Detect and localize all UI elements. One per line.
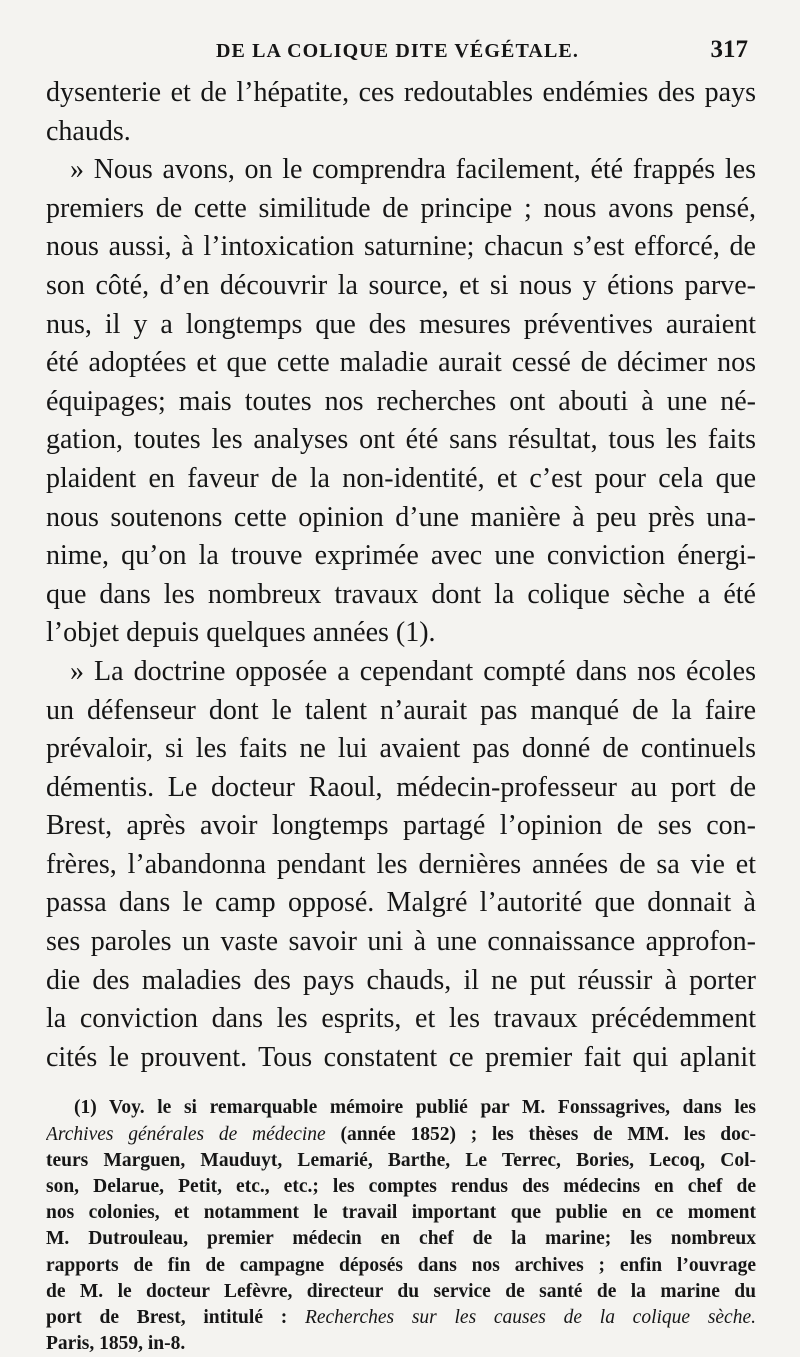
text-line: que dans les nombreux travaux dont la colique sèche a été bbox=[46, 578, 756, 610]
text-line: plaident en faveur de la non-identité, et c’est pour cela que bbox=[46, 462, 756, 494]
footnote-line: nos colonies, et notamment le travail important que publie en ce moment bbox=[46, 1202, 756, 1224]
page-number: 317 bbox=[710, 36, 748, 63]
text-line: gation, toutes les analyses ont été sans résultat, tous les faits bbox=[46, 424, 756, 456]
footnote bbox=[46, 1095, 756, 1357]
text-line: cités le prouvent. Tous constatent ce premier fait qui aplanit bbox=[46, 1041, 756, 1073]
text-line: nous aussi, à l’intoxication saturnine; chacun s’est efforcé, de bbox=[46, 231, 756, 263]
text-line: démentis. Le docteur Raoul, médecin-professeur au port de bbox=[46, 771, 756, 803]
footnote-line bbox=[46, 1122, 756, 1148]
footnote-line: son, Delarue, Petit, etc., etc.; les comptes rendus des médecins en chef de bbox=[46, 1176, 756, 1197]
text-line: dysenterie et de l’hépatite, ces redoutables endémies des pays bbox=[46, 77, 756, 108]
text-line: un défenseur dont le talent n’aurait pas manqué de la faire bbox=[46, 694, 756, 726]
text-line: nime, qu’on la trouve exprimée avec une conviction énergi- bbox=[46, 540, 756, 572]
text-line: frères, l’abandonna pendant les dernières années de sa vie et bbox=[46, 848, 756, 880]
text-line: ses paroles un vaste savoir uni à une connaissance approfon- bbox=[46, 926, 756, 958]
footnote-line: M. Dutrouleau, premier médecin en chef de la marine; les nombreux bbox=[46, 1228, 756, 1250]
footnote-line: rapports de fin de campagne déposés dans nos archives ; enfin l’ouvrage bbox=[46, 1254, 756, 1276]
text-line: chauds. bbox=[46, 115, 131, 147]
footnote-line bbox=[46, 1305, 756, 1331]
text-line: équipages; mais toutes nos recherches ont abouti à une né- bbox=[46, 385, 756, 417]
text-line: Brest, après avoir longtemps partagé l’opinion de ses con- bbox=[46, 810, 756, 842]
text-line: l’objet depuis quelques années (1). bbox=[46, 617, 436, 649]
text-line: » Nous avons, on le comprendra facilement, été frappés les bbox=[70, 154, 756, 186]
footnote-line: Paris, 1859, in-8. bbox=[46, 1333, 186, 1355]
text-line: son côté, d’en découvrir la source, et si nous y étions parve- bbox=[46, 269, 756, 301]
footnote-line: de M. le docteur Lefèvre, directeur du service de santé de la marine du bbox=[46, 1280, 756, 1302]
text-line: la conviction dans les esprits, et les travaux précédemment bbox=[46, 1003, 756, 1035]
text-line: passa dans le camp opposé. Malgré l’autorité que donnait à bbox=[46, 887, 756, 919]
footnote-line: (1) Voy. le si remarquable mémoire publié par M. Fonssagrives, dans les bbox=[74, 1097, 756, 1119]
body-text bbox=[46, 74, 756, 1077]
text-line: premiers de cette similitude de principe ; nous avons pensé, bbox=[46, 192, 756, 224]
footnote-text: (année 1852) ; les thèses de MM. les doc- bbox=[325, 1123, 756, 1145]
text-line: prévaloir, si les faits ne lui avaient pas donné de continuels bbox=[46, 733, 756, 765]
running-head: DE LA COLIQUE DITE VÉGÉTALE. bbox=[216, 40, 579, 62]
page-header bbox=[46, 34, 756, 74]
text-line: die des maladies des pays chauds, il ne put réussir à porter bbox=[46, 964, 756, 996]
text-line: nous soutenons cette opinion d’une manière à peu près una- bbox=[46, 501, 756, 533]
footnote-line: teurs Marguen, Mauduyt, Lemarié, Barthe, Le Terrec, Bories, Lecoq, Col- bbox=[46, 1149, 756, 1171]
text-line: nus, il y a longtemps que des mesures préventives auraient bbox=[46, 308, 756, 340]
text-line: été adoptées et que cette maladie aurait cessé de décimer nos bbox=[46, 347, 756, 379]
text-line: » La doctrine opposée a cependant compté dans nos écoles bbox=[70, 655, 756, 687]
footnote-text: port de Brest, intitulé : bbox=[46, 1306, 305, 1328]
book-page bbox=[46, 34, 756, 1357]
footnote-italic-title: Archives générales de médecine bbox=[46, 1123, 326, 1145]
footnote-italic-title: Recherches sur les causes de la colique sèche. bbox=[304, 1306, 756, 1328]
